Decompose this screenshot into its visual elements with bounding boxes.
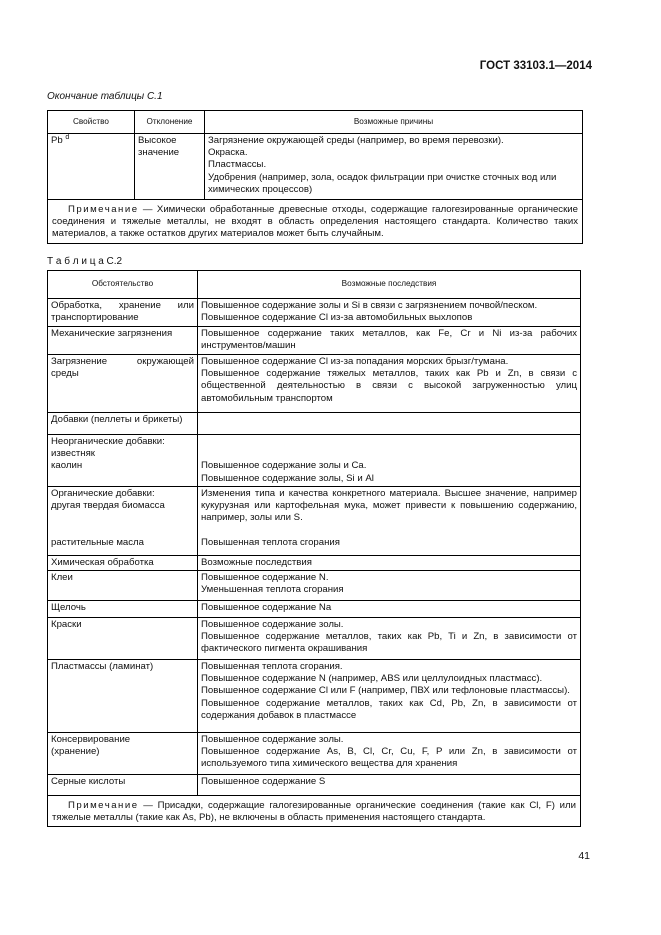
row-consequence: Повышенное содержание золы и Ca. Повышенное содержание золы, Si и Al: [198, 435, 581, 487]
table-c2: [47, 270, 581, 827]
note-label: Примечание: [68, 204, 139, 215]
table-row: [48, 299, 581, 327]
row-circumstance: Серные кислоты: [48, 775, 198, 796]
row-circumstance: Добавки (пеллеты и брикеты): [48, 413, 198, 435]
row-circumstance: Клеи: [48, 571, 198, 601]
table-row: [48, 486, 581, 555]
table-c1: [47, 110, 583, 244]
row-circumstance: Неорганические добавки: известняк каолин: [48, 435, 198, 487]
table-row: [48, 435, 581, 487]
note-text: — Химически обработанные древесные отходы, содержащие галогезированные органические соединения и тяжелые металлы, не входят в область определения настоящего стандарта. Количество таких материалов, а также остатков других материалов может быть случайным.: [52, 204, 578, 240]
table2-note: [48, 796, 581, 827]
cell-causes: Загрязнение окружающей среды (например, во время перевозки). Окраска. Пластмассы. Удобрения (например, зола, осадок фильтрации при очистке сточных вод или химических процессов): [205, 134, 583, 200]
row-consequence: Повышенное содержание золы и Si в связи с загрязнением почвой/песком. Повышенное содержание Cl из-за автомобильных выхлопов: [198, 299, 581, 327]
table-row: [48, 571, 581, 601]
table2-caption: Т а б л и ц а С.2: [47, 256, 123, 267]
row-circumstance: Обработка, хранение или транспортирование: [48, 299, 198, 327]
row-circumstance: Химическая обработка: [48, 555, 198, 570]
table1-note: [48, 200, 583, 244]
table-row: [48, 555, 581, 570]
table-row: [48, 327, 581, 355]
row-circumstance: Пластмассы (ламинат): [48, 660, 198, 733]
table2-header-row: [48, 271, 581, 299]
page-number: 41: [578, 850, 590, 862]
table-row: [48, 413, 581, 435]
table2-note-row: [48, 796, 581, 827]
row-consequence: [198, 413, 581, 435]
cell-property: [48, 134, 135, 200]
row-consequence: Повышенное содержание золы. Повышенное содержание As, B, Cl, Cr, Cu, F, P или Zn, в зависимости от используемого типа химического вещества для хранения: [198, 733, 581, 775]
row-circumstance: Загрязнение окружающей среды: [48, 355, 198, 413]
table1-caption: Окончание таблицы С.1: [47, 91, 163, 102]
row-consequence: Повышенное содержание S: [198, 775, 581, 796]
table1-header-row: [48, 111, 583, 134]
standard-number: ГОСТ 33103.1—2014: [479, 60, 592, 72]
col-header-circumstance: Обстоятельство: [48, 271, 198, 299]
row-circumstance: Щелочь: [48, 601, 198, 618]
table-row: [48, 355, 581, 413]
cell-deviation: Высокое значение: [135, 134, 205, 200]
table-row: [48, 660, 581, 733]
row-circumstance: Краски: [48, 618, 198, 660]
row-circumstance: Механические загрязнения: [48, 327, 198, 355]
row-circumstance: Органические добавки: другая твердая биомасса растительные масла: [48, 486, 198, 555]
note-text: — Присадки, содержащие галогезированные органические соединения (такие как Cl, F) или тяжелые металлы (такие как As, Pb), не включены в область применения настоящего стандарта.: [52, 800, 576, 824]
row-consequence: Повышенное содержание N. Уменьшенная теплота сгорания: [198, 571, 581, 601]
property-symbol: Pb: [51, 135, 63, 146]
table1-note-row: [48, 200, 583, 244]
row-consequence: Повышенное содержание золы. Повышенное содержание металлов, таких как Pb, Ti и Zn, в зависимости от фактического пигмента окрашивания: [198, 618, 581, 660]
row-circumstance: Консервирование (хранение): [48, 733, 198, 775]
row-consequence: Повышенное содержание таких металлов, как Fe, Cr и Ni из-за рабочих инструментов/машин: [198, 327, 581, 355]
row-consequence: Возможные последствия: [198, 555, 581, 570]
table-row: [48, 134, 583, 200]
footnote-mark: d: [65, 133, 70, 141]
table-row: [48, 618, 581, 660]
table-row: [48, 733, 581, 775]
col-header-consequences: Возможные последствия: [198, 271, 581, 299]
row-consequence: Повышенная теплота сгорания. Повышенное содержание N (например, ABS или целлулоидных пластмасс). Повышенное содержание Cl или F (например, ПВХ или тефлоновые пластмассы). Повышенное содержание металлов, таких как Cd, Pb, Zn, в зависимости от содержания добавок в пластмассе: [198, 660, 581, 733]
col-header-property: Свойство: [48, 111, 135, 134]
row-consequence: Повышенное содержание Cl из-за попадания морских брызг/тумана. Повышенное содержание тяжелых металлов, таких как Pb и Zn, в связи с общественной деятельностью в связи с высокой загруженностью улиц автомобильным транспортом: [198, 355, 581, 413]
row-consequence: Повышенное содержание Na: [198, 601, 581, 618]
note-label: Примечание: [68, 800, 139, 812]
table-row: [48, 601, 581, 618]
col-header-causes: Возможные причины: [205, 111, 583, 134]
col-header-deviation: Отклонение: [135, 111, 205, 134]
table-row: [48, 775, 581, 796]
row-consequence: Изменения типа и качества конкретного материала. Высшее значение, например кукурузная или картофельная мука, может привести к повышению содержанию, например, золы или S. Повышенная теплота сгорания: [198, 486, 581, 555]
